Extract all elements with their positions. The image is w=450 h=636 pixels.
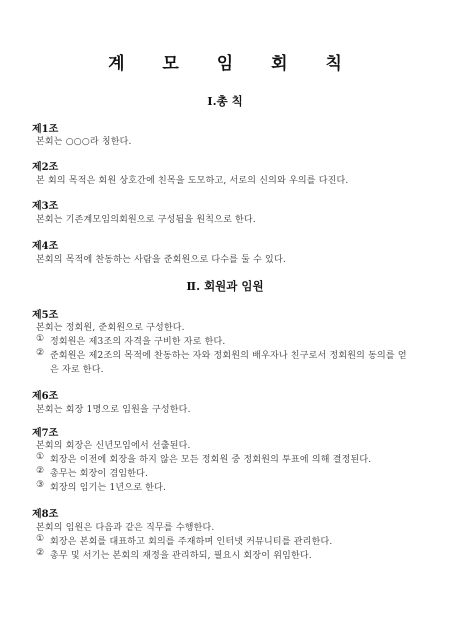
article-8-item-2 xyxy=(36,548,426,561)
article-7-item-2 xyxy=(36,466,426,479)
article-8-text: 본회의 임원은 다음과 같은 직무를 수행한다. xyxy=(36,523,215,533)
item-text: 총무는 회장이 겸임한다. xyxy=(50,469,149,479)
article-7-label: 제7조 xyxy=(32,428,59,439)
article-8-label: 제8조 xyxy=(32,509,59,520)
item-text: 회장의 임기는 1년으로 한다. xyxy=(50,483,167,493)
article-7-item-1 xyxy=(36,452,426,465)
article-2-text: 본 회의 목적은 회원 상호간에 친목을 도모하고, 서로의 신의와 우의를 다진다. xyxy=(36,176,349,186)
article-6-text: 본회는 회장 1명으로 임원을 구성한다. xyxy=(36,405,191,415)
item-text: 회장은 이전에 회장을 하지 않은 모든 정회원 중 정회원의 투표에 의해 결정된다. xyxy=(50,455,372,465)
article-2-label: 제2조 xyxy=(32,162,59,173)
item-number: ② xyxy=(36,348,45,358)
item-text: 준회원은 제2조의 목적에 찬동하는 자와 정회원의 배우자나 친구로서 정회원의 동의를 얻 xyxy=(50,351,407,361)
article-4-text: 본회의 목적에 찬동하는 사람을 준회원으로 다수를 둘 수 있다. xyxy=(36,255,286,265)
item-number: ① xyxy=(36,452,45,462)
article-1-text: 본회는 ○○○라 칭한다. xyxy=(36,137,132,147)
article-5-item-2-continuation: 은 자로 한다. xyxy=(50,365,104,375)
section-heading-general: Ⅰ.총 칙 xyxy=(207,94,243,108)
article-5-text: 본회는 정회원, 준회원으로 구성한다. xyxy=(36,323,185,333)
item-number: ② xyxy=(36,548,45,558)
article-4-label: 제4조 xyxy=(32,241,59,252)
item-number: ① xyxy=(36,334,45,344)
article-5-item-1 xyxy=(36,334,426,347)
item-text: 회장은 본회를 대표하고 회의를 주재하며 인터넷 커뮤니티를 관리한다. xyxy=(50,537,333,547)
article-8-item-1 xyxy=(36,534,426,547)
item-text: 정회원은 제3조의 자격을 구비한 자로 한다. xyxy=(50,337,226,347)
item-text: 총무 및 서기는 본회의 재정을 관리하되, 필요시 회장이 위임한다. xyxy=(50,551,312,561)
article-7-text: 본회의 회장은 신년모임에서 선출된다. xyxy=(36,441,191,451)
document-title: 계 모 임 회 칙 xyxy=(108,54,358,74)
article-5-label: 제5조 xyxy=(32,310,59,321)
article-3-label: 제3조 xyxy=(32,201,59,212)
article-6-label: 제6조 xyxy=(32,391,59,402)
item-number: ③ xyxy=(36,480,45,490)
article-7-item-3 xyxy=(36,480,426,493)
article-1-label: 제1조 xyxy=(32,124,59,135)
item-number: ① xyxy=(36,534,45,544)
section-heading-members: Ⅱ. 회원과 임원 xyxy=(186,279,264,293)
article-5-item-2 xyxy=(36,348,426,361)
item-number: ② xyxy=(36,466,45,476)
article-3-text: 본회는 기존계모임의회원으로 구성됨을 원칙으로 한다. xyxy=(36,215,256,225)
